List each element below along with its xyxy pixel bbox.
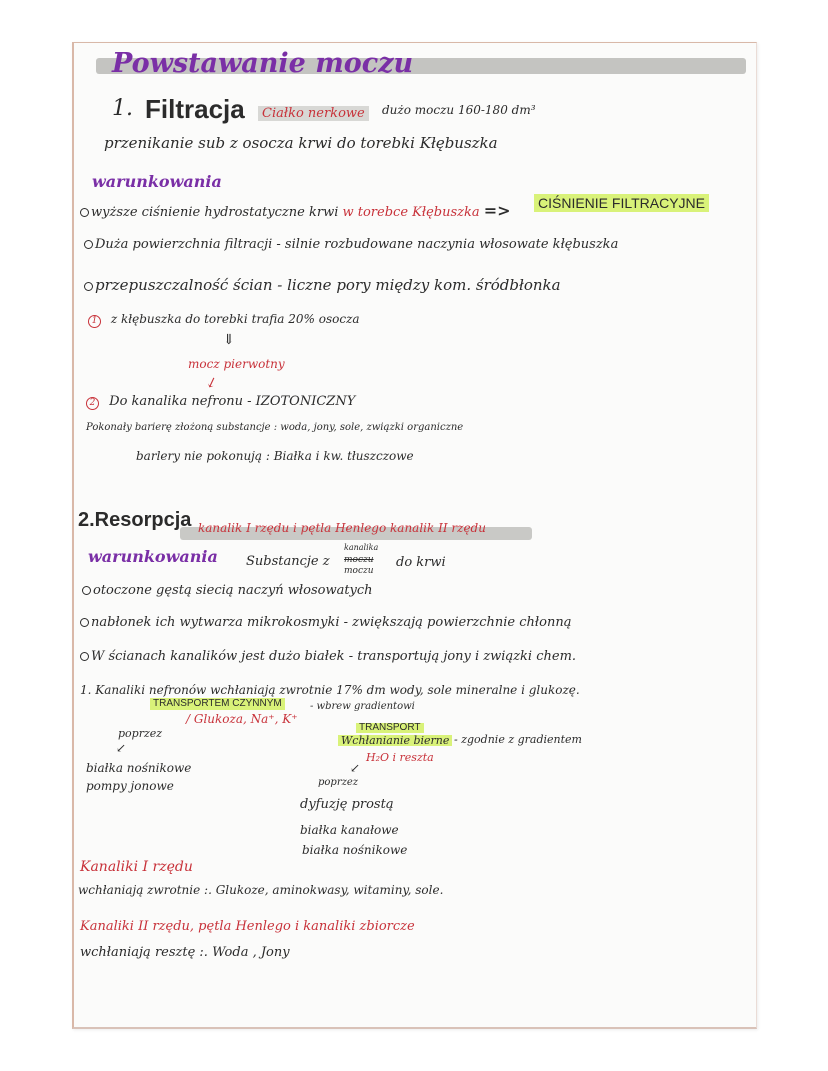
s1-numbered-1 bbox=[88, 313, 360, 328]
s1-bullet-3-text: przepuszczalność ścian - liczne pory między kom. śródbłonka bbox=[95, 276, 561, 294]
carrier-proteins-2: białka nośnikowe bbox=[302, 843, 408, 857]
implies-arrow: => bbox=[483, 201, 511, 220]
s1-passed-substances: Pokonały barierę złożoną substancje : woda, jony, sole, związki organiczne bbox=[86, 422, 464, 433]
s1-bullet-1 bbox=[80, 203, 511, 219]
s2-bullet-1 bbox=[82, 584, 373, 597]
ion-pumps: pompy jonowe bbox=[86, 779, 174, 793]
via-label-2: poprzez bbox=[318, 777, 359, 788]
tubules-first-order-title: Kanaliki I rzędu bbox=[80, 859, 193, 875]
s2-kanalika-note: kanalika bbox=[344, 543, 379, 552]
s1-tag: Ciałko nerkowe bbox=[258, 106, 369, 121]
bullet-marker-icon bbox=[80, 208, 89, 217]
number-circle-icon: 2 bbox=[86, 397, 99, 410]
down-left-arrow-icon: ↙ bbox=[350, 761, 361, 775]
water-and-rest: H₂O i reszta bbox=[366, 751, 434, 764]
carrier-proteins-1: białka nośnikowe bbox=[86, 761, 192, 775]
bullet-marker-icon bbox=[84, 282, 93, 291]
s2-substances: Substancje z bbox=[246, 554, 330, 569]
bullet-marker-icon bbox=[84, 240, 93, 249]
s1-blocked-substances: barlery nie pokonują : Białka i kw. tłuszczowe bbox=[136, 449, 414, 463]
s2-moczu-struck: moczu bbox=[344, 555, 374, 565]
bullet-marker-icon bbox=[80, 652, 89, 661]
s2-heading: 2.Resorpcja bbox=[78, 509, 192, 531]
s2-bullet-3 bbox=[80, 650, 576, 663]
curved-arrow-icon: ↙ bbox=[203, 373, 221, 393]
bullet-marker-icon bbox=[82, 586, 91, 595]
down-left-arrow-icon: ↙ bbox=[116, 741, 127, 755]
s2-conditions-title: warunkowania bbox=[88, 547, 218, 566]
channel-proteins: białka kanałowe bbox=[300, 823, 399, 837]
s1-bullet-1-location: w torebce Kłębuszka bbox=[342, 205, 480, 220]
s1-number: 1. bbox=[112, 96, 133, 121]
s1-bullet-3 bbox=[84, 278, 561, 293]
via-label-1: poprzez bbox=[118, 727, 163, 740]
s1-heading: Filtracja bbox=[145, 94, 245, 124]
bullet-marker-icon bbox=[80, 618, 89, 627]
passive-absorption: Wchłanianie bierne bbox=[338, 735, 452, 746]
s1-bullet-2-text: Duża powierzchnia filtracji - silnie rozbudowane naczynia włosowate kłębuszka bbox=[95, 237, 619, 252]
number-circle-icon: 1 bbox=[88, 315, 101, 328]
s1-bullet-1-text: wyższe ciśnienie hydrostatyczne krwi bbox=[91, 205, 339, 220]
s1-filtration-pressure: CIŚNIENIE FILTRACYJNE bbox=[534, 194, 709, 212]
s1-numbered-2 bbox=[86, 395, 355, 410]
simple-diffusion: dyfuzję prostą bbox=[300, 797, 394, 812]
s1-numbered-1-text: z kłębuszka do torebki trafia 20% osocza bbox=[110, 312, 360, 326]
down-arrow-icon: ⇓ bbox=[223, 332, 235, 348]
page-title: Powstawanie moczu bbox=[112, 48, 414, 79]
s1-numbered-2-text: Do kanalika nefronu - IZOTONICZNY bbox=[109, 394, 356, 409]
tubules-second-order-text: wchłaniają resztę :. Woda , Jony bbox=[80, 945, 290, 960]
s2-bullet-2-text: nabłonek ich wytwarza mikrokosmyki - zwiększają powierzchnie chłonną bbox=[91, 615, 572, 630]
tubules-first-order-text: wchłaniają zwrotnie :. Glukoze, aminokwasy, witaminy, sole. bbox=[78, 883, 444, 897]
against-gradient-text: - wbrew gradientowi bbox=[310, 701, 415, 712]
s2-bullet-1-text: otoczone gęstą siecią naczyń włosowatych bbox=[93, 583, 373, 598]
passive-transport-label: TRANSPORT bbox=[356, 723, 424, 733]
s2-tag: kanalik I rzędu i pętla Henlego kanalik II rzędu bbox=[198, 521, 486, 535]
s2-point-1: 1. Kanaliki nefronów wchłaniają zwrotnie 17% dm wody, sole mineralne i glukozę. bbox=[80, 683, 580, 697]
s1-conditions-title: warunkowania bbox=[92, 172, 222, 191]
s1-bullet-2 bbox=[84, 238, 618, 251]
s2-bullet-3-text: W ścianach kanalików jest dużo białek - transportują jony i związki chem. bbox=[91, 649, 577, 664]
active-transport-substances: / Glukoza, Na⁺, K⁺ bbox=[186, 712, 298, 726]
s1-line1: przenikanie sub z osocza krwi do torebki Kłębuszka bbox=[104, 134, 498, 152]
primary-urine-label: mocz pierwotny bbox=[188, 357, 285, 371]
s2-moczu: moczu bbox=[344, 566, 374, 576]
tubules-second-order-title: Kanaliki II rzędu, pętla Henlego i kanaliki zbiorcze bbox=[80, 919, 415, 934]
s1-note: dużo moczu 160-180 dm³ bbox=[382, 103, 536, 117]
active-transport-label: TRANSPORTEM CZYNNYM bbox=[150, 698, 285, 710]
s2-bullet-2 bbox=[80, 616, 571, 629]
with-gradient-text: - zgodnie z gradientem bbox=[454, 733, 582, 746]
s2-to-blood: do krwi bbox=[396, 555, 446, 570]
